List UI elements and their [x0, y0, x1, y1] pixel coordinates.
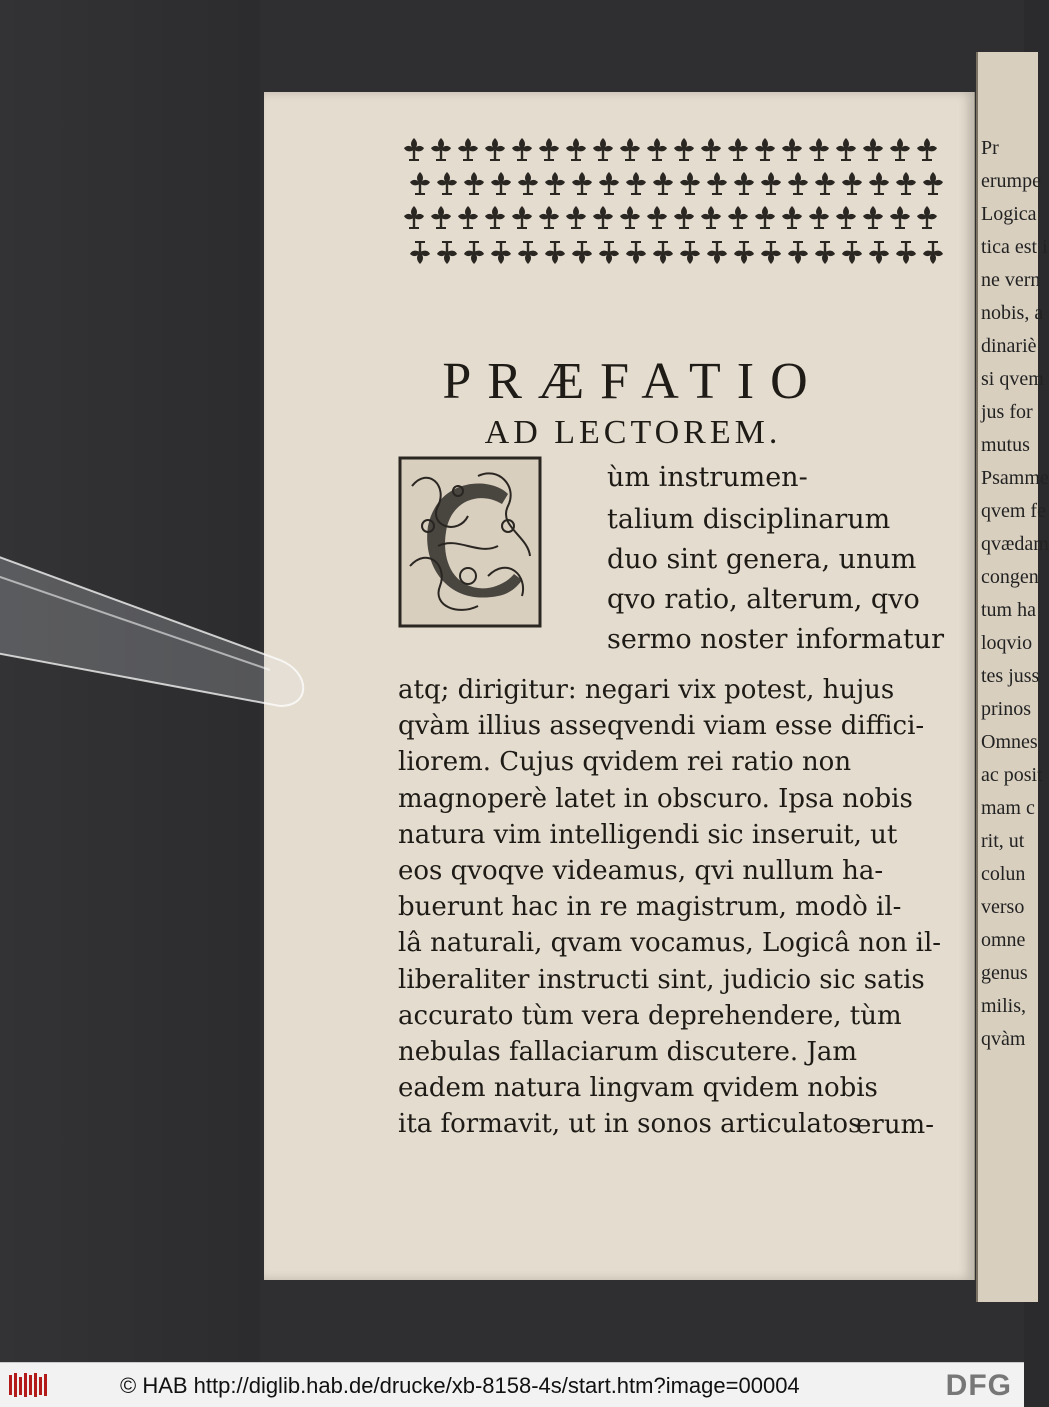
margin-word: jus for [981, 401, 1033, 423]
catchword: erum- [856, 1110, 934, 1140]
margin-word: ne vern [981, 269, 1041, 291]
ornamental-headpiece-icon [400, 130, 940, 272]
margin-word: dinariè [981, 335, 1037, 357]
text-line: accurato tùm vera deprehendere, tùm [398, 1000, 902, 1031]
margin-word: tica est i [981, 236, 1048, 258]
text-line: natura vim intelligendi sic inseruit, ut [398, 819, 898, 850]
margin-word: si qvem [981, 368, 1044, 390]
text-line: lâ naturali, qvam vocamus, Logicâ non il- [398, 928, 942, 959]
page-subtitle: AD LECTOREM. [484, 414, 782, 451]
margin-word: ac posit [981, 764, 1043, 786]
initial-text-line: duo sint genera, unum [607, 544, 917, 575]
preface-heading [368, 352, 898, 454]
viewer-footer [0, 1362, 1024, 1407]
text-line: liorem. Cujus qvidem rei ratio non [398, 747, 852, 778]
margin-word: tum ha [981, 599, 1036, 621]
margin-word: nobis, a [981, 302, 1044, 324]
margin-word: loqvio [981, 632, 1033, 654]
glass-ruler-icon [0, 530, 340, 720]
adjacent-page-words [978, 132, 1049, 1056]
body-text [398, 672, 942, 1142]
margin-word: genus [981, 962, 1028, 984]
margin-word: qvædam [981, 533, 1049, 555]
dfg-logo: DFG [945, 1369, 1012, 1402]
text-line: ita formavit, ut in sonos articulatos [398, 1109, 862, 1140]
margin-word: Psamme [981, 467, 1049, 489]
margin-word: milis, [981, 995, 1027, 1017]
book-page [264, 92, 975, 1280]
hab-logo-icon [8, 1371, 48, 1399]
margin-word: omne [981, 929, 1026, 951]
margin-word: prinos [981, 698, 1031, 720]
text-line: atq; dirigitur: negari vix potest, hujus [398, 675, 895, 705]
margin-word: qvàm [981, 1028, 1026, 1050]
initial-text-line: ùm instrumen- [607, 462, 808, 493]
margin-word: qvem fe [981, 500, 1046, 522]
text-line: magnoperè latet in obscuro. Ipsa nobis [398, 783, 913, 814]
text-line: buerunt hac in re magistrum, modò il- [398, 892, 902, 923]
initial-text-line: sermo noster informatur [607, 624, 945, 655]
margin-word: mutus [981, 434, 1030, 456]
margin-word: rit, ut [981, 830, 1025, 852]
margin-word: verso [981, 896, 1025, 918]
margin-word: erumpe [981, 170, 1041, 192]
initial-text-line: talium disciplinarum [607, 504, 891, 535]
adjacent-page-edge [976, 52, 1049, 1302]
text-line: eadem natura lingvam qvidem nobis [398, 1073, 878, 1104]
initial-text-line: qvo ratio, alterum, qvo [607, 584, 920, 615]
margin-word: colun [981, 863, 1026, 885]
margin-word: Logica [981, 203, 1037, 225]
text-line: liberaliter instructi sint, judicio sic satis [398, 964, 925, 995]
decorated-initial-icon [398, 456, 542, 628]
margin-word: mam c [981, 797, 1035, 819]
copyright-link[interactable]: © HAB http://diglib.hab.de/drucke/xb-8158-4s/start.htm?image=00004 [120, 1373, 800, 1398]
margin-word: Pr [981, 137, 999, 159]
page-title: PRÆFATIO [442, 353, 824, 410]
margin-word: tes juss [981, 665, 1040, 687]
margin-word: congen [981, 566, 1039, 588]
text-line: qvàm illius asseqvendi viam esse diffici- [398, 711, 925, 742]
margin-word: Omnes [981, 731, 1038, 753]
text-line: nebulas fallaciarum discutere. Jam [398, 1036, 858, 1067]
text-line: eos qvoqve videamus, qvi nullum ha- [398, 855, 884, 886]
